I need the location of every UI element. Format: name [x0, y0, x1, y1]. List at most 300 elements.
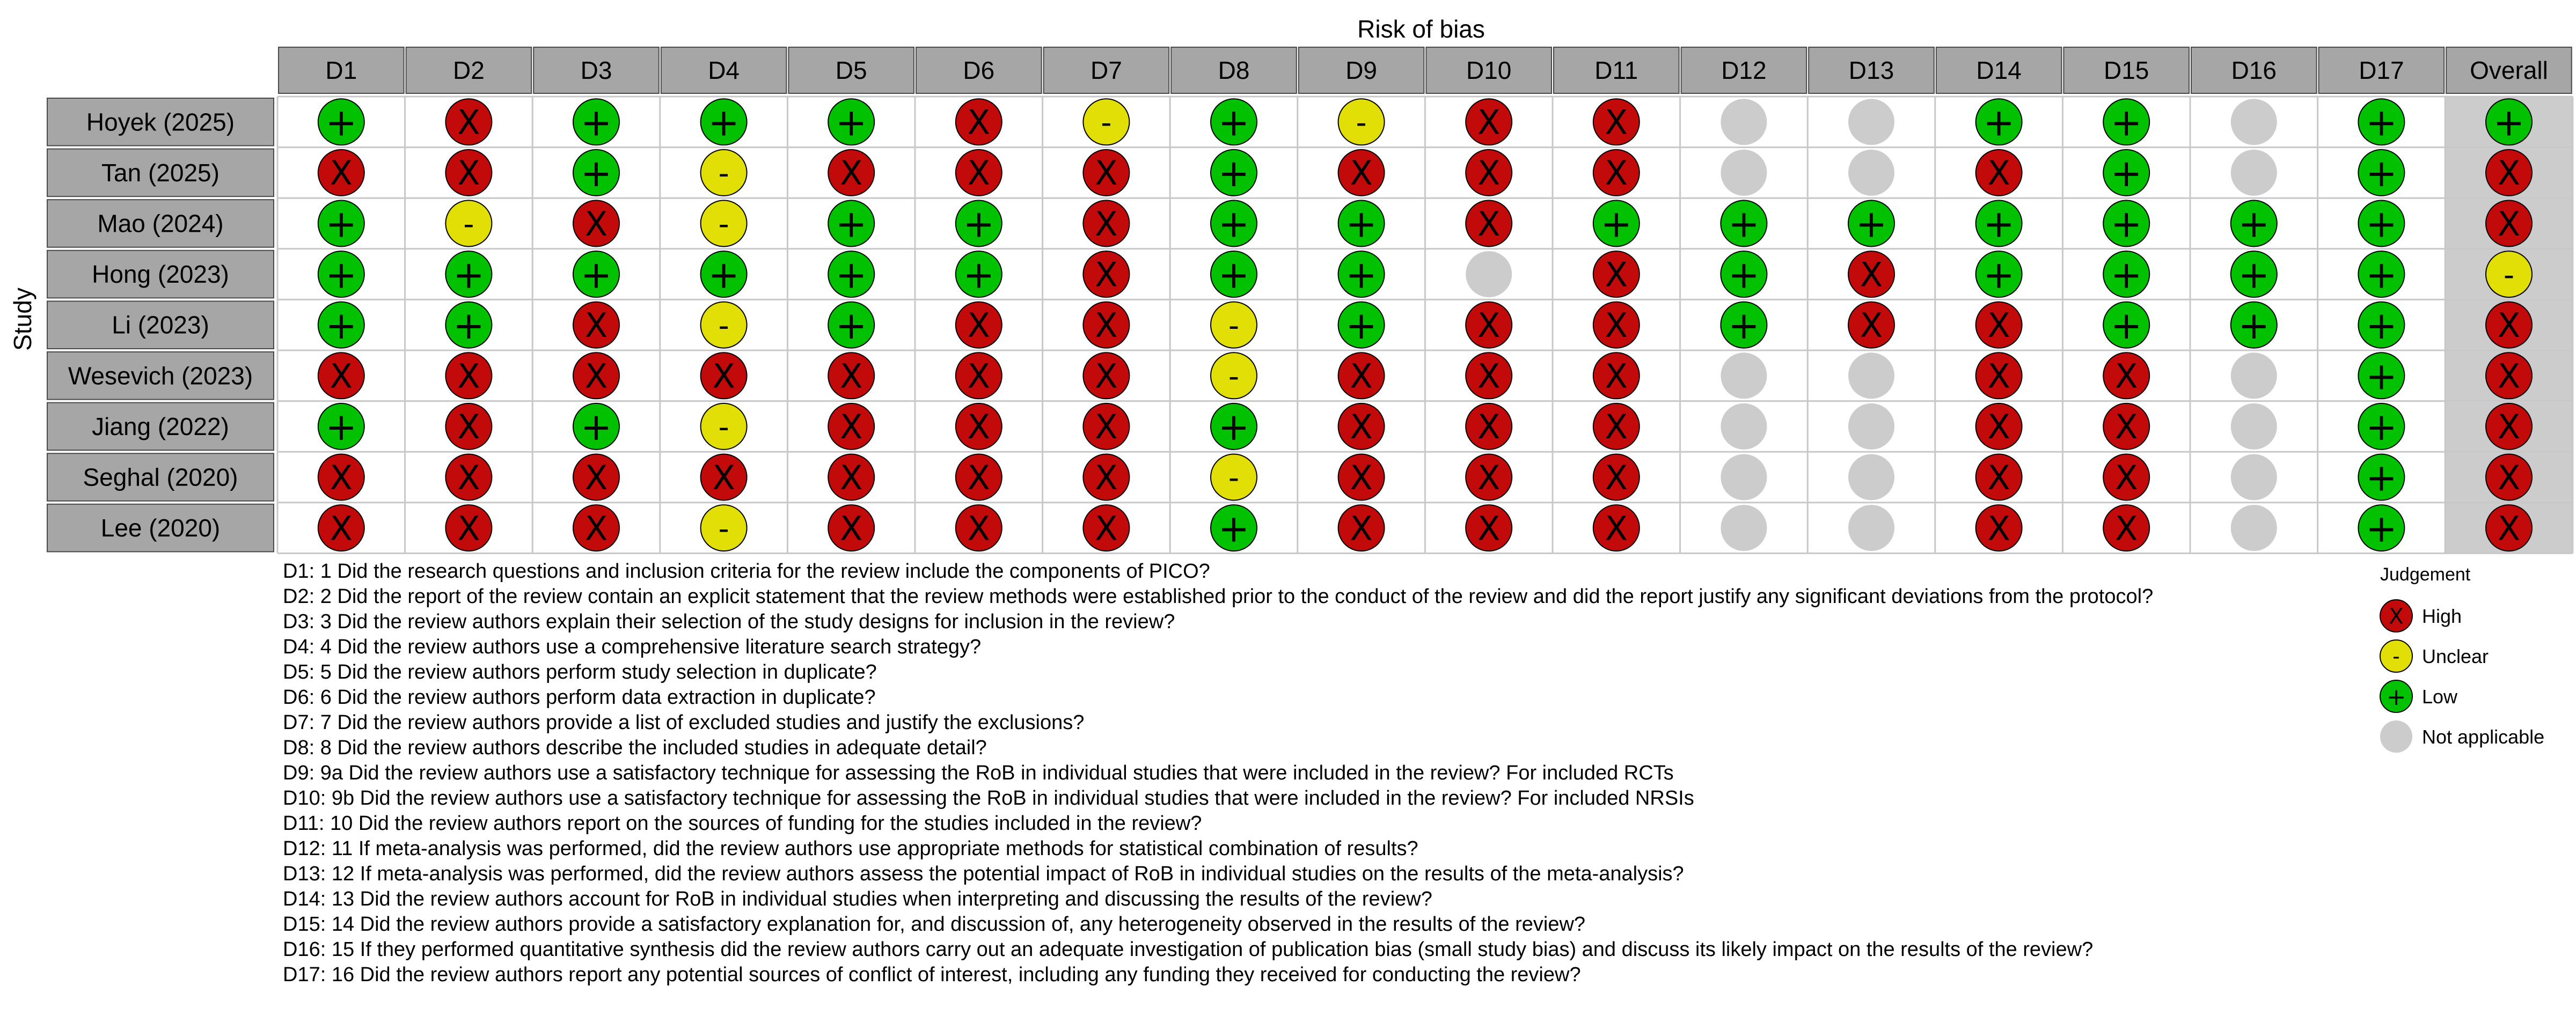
judgement-symbol: X	[2497, 407, 2521, 447]
column-header-label: D16	[2231, 56, 2277, 84]
judgement-symbol: +	[325, 253, 357, 297]
cell-mao-2024-d9-low	[1338, 201, 1385, 247]
cell-li-2023-d4-unclear	[701, 302, 747, 348]
cell-mao-2024-d8-low	[1211, 201, 1257, 247]
judgement-symbol: +	[453, 253, 485, 297]
judgement-symbol: X	[712, 458, 735, 497]
judgement-symbol: +	[2366, 303, 2397, 348]
column-header-label: D15	[2104, 56, 2149, 84]
cell-seghal-2020-d14-high	[1976, 454, 2022, 501]
column-header-label: D11	[1594, 56, 1638, 84]
cell-jiang-2022-d13-not-applicable	[1848, 403, 1894, 450]
judgement-symbol: X	[457, 356, 480, 396]
column-headers	[279, 47, 2572, 93]
judgement-symbol: +	[1345, 202, 1377, 246]
judgement-symbol: X	[1605, 356, 1628, 396]
cell-lee-2020-d3-high	[573, 505, 619, 551]
cell-jiang-2022-d4-unclear	[701, 403, 747, 450]
cell-li-2023-d5-low	[828, 302, 874, 348]
column-header-label: D3	[580, 56, 612, 84]
judgement-symbol: +	[1218, 253, 1250, 297]
column-header-label: D13	[1848, 56, 1894, 84]
cell-seghal-2020-d12-not-applicable	[1721, 454, 1767, 501]
column-header-label: D8	[1218, 56, 1250, 84]
cell-hong-2023-d11-high	[1593, 251, 1640, 297]
cell-hoyek-2025-d14-low	[1976, 99, 2022, 145]
judgement-symbol: X	[584, 356, 608, 396]
cell-hong-2023-d13-high	[1848, 251, 1894, 297]
cell-seghal-2020-d8-unclear	[1211, 454, 1257, 501]
cell-li-2023-d3-high	[573, 302, 619, 348]
cell-li-2023-d15-low	[2103, 302, 2149, 348]
judgement-marker	[2231, 505, 2277, 551]
legend-label: Low	[2422, 686, 2458, 708]
column-header-label: D4	[708, 56, 740, 84]
judgement-symbol: +	[2110, 253, 2142, 297]
cell-jiang-2022-d2-high	[445, 403, 492, 450]
judgement-symbol: X	[330, 458, 353, 497]
judgement-symbol: X	[967, 153, 991, 193]
cell-seghal-2020-d9-high	[1338, 454, 1385, 501]
judgement-symbol: +	[2238, 303, 2270, 348]
cell-wesevich-2023-d13-not-applicable	[1848, 352, 1894, 399]
cell-jiang-2022-d3-low	[573, 403, 619, 450]
cell-hong-2023-d15-low	[2103, 251, 2149, 297]
judgement-symbol: +	[580, 405, 612, 450]
judgement-symbol: X	[1477, 102, 1501, 142]
cell-tan-2025-overall-high	[2486, 150, 2532, 196]
cell-tan-2025-d16-not-applicable	[2231, 150, 2277, 196]
cell-mao-2024-d6-low	[956, 201, 1002, 247]
judgement-marker	[2231, 352, 2277, 399]
judgement-symbol: X	[1095, 306, 1118, 345]
footnote-d17: D17: 16 Did the review authors report any potential sources of conflict of interest, including any funding they received for conducting the review?	[283, 963, 1581, 986]
cell-li-2023-d7-high	[1083, 302, 1129, 348]
judgement-symbol: +	[2366, 506, 2397, 551]
judgement-symbol: X	[457, 407, 480, 447]
judgement-symbol: X	[2114, 356, 2138, 396]
judgement-marker	[1848, 505, 1894, 551]
judgement-symbol: X	[584, 306, 608, 345]
judgement-marker	[1848, 99, 1894, 145]
cell-wesevich-2023-d6-high	[956, 352, 1002, 399]
legend-label: Unclear	[2422, 645, 2489, 667]
cell-lee-2020-d15-high	[2103, 505, 2149, 551]
cell-hoyek-2025-d17-low	[2358, 99, 2404, 145]
judgement-symbol: X	[1477, 509, 1501, 548]
judgement-symbol: +	[580, 100, 612, 145]
cell-wesevich-2023-d3-high	[573, 352, 619, 399]
judgement-symbol: X	[839, 509, 863, 548]
cell-mao-2024-d11-low	[1593, 201, 1640, 247]
cell-hoyek-2025-d3-low	[573, 99, 619, 145]
judgement-symbol: +	[835, 303, 867, 348]
judgement-symbol: +	[580, 151, 612, 196]
cell-tan-2025-d2-high	[445, 150, 492, 196]
judgement-symbol: X	[1605, 509, 1628, 548]
judgement-symbol: +	[1218, 405, 1250, 450]
cell-hong-2023-d8-low	[1211, 251, 1257, 297]
column-header-label: Overall	[2470, 56, 2548, 84]
cell-li-2023-d12-low	[1721, 302, 1767, 348]
judgement-symbol: +	[2110, 202, 2142, 246]
footnote-d4: D4: 4 Did the review authors use a comprehensive literature search strategy?	[283, 636, 982, 658]
row-headers	[47, 98, 274, 551]
judgement-symbol: +	[1600, 202, 1633, 246]
cell-hong-2023-d16-low	[2231, 251, 2277, 297]
cell-mao-2024-d16-low	[2231, 201, 2277, 247]
judgement-symbol: X	[1095, 204, 1118, 244]
cell-lee-2020-overall-high	[2486, 505, 2532, 551]
judgement-symbol: +	[2366, 455, 2397, 500]
cell-hong-2023-d9-low	[1338, 251, 1385, 297]
judgement-symbol: +	[1983, 202, 2015, 246]
judgement-symbol: X	[2114, 458, 2138, 497]
cell-li-2023-d17-low	[2358, 302, 2404, 348]
cell-lee-2020-d8-low	[1211, 505, 1257, 551]
cell-lee-2020-d9-high	[1338, 505, 1385, 551]
cell-seghal-2020-d13-not-applicable	[1848, 454, 1894, 501]
cell-hoyek-2025-d16-not-applicable	[2231, 99, 2277, 145]
judgement-symbol: X	[1860, 306, 1883, 345]
cell-jiang-2022-d7-high	[1083, 403, 1129, 450]
cell-jiang-2022-d16-not-applicable	[2231, 403, 2277, 450]
judgement-symbol: -	[718, 207, 729, 242]
judgement-symbol: X	[584, 458, 608, 497]
legend-symbol: -	[2392, 644, 2400, 668]
judgement-symbol: +	[2366, 354, 2397, 399]
cell-wesevich-2023-d12-not-applicable	[1721, 352, 1767, 399]
cell-jiang-2022-d15-high	[2103, 403, 2149, 450]
cell-hoyek-2025-d7-unclear	[1083, 99, 1129, 145]
cell-hoyek-2025-d15-low	[2103, 99, 2149, 145]
cell-hong-2023-d4-low	[701, 251, 747, 297]
legend-label: High	[2422, 605, 2462, 627]
judgement-symbol: X	[2497, 458, 2521, 497]
cell-tan-2025-d10-high	[1466, 150, 1512, 196]
judgement-symbol: X	[967, 356, 991, 396]
cell-wesevich-2023-d1-high	[318, 352, 364, 399]
judgement-symbol: X	[330, 356, 353, 396]
judgement-symbol: +	[2366, 202, 2397, 246]
judgement-symbol: +	[2366, 405, 2397, 450]
judgement-marker	[2231, 454, 2277, 501]
cell-li-2023-d2-low	[445, 302, 492, 348]
cell-hong-2023-d1-low	[318, 251, 364, 297]
judgement-symbol: X	[967, 458, 991, 497]
cell-hong-2023-d3-low	[573, 251, 619, 297]
judgement-symbol: +	[963, 253, 995, 297]
judgement-symbol: X	[1350, 356, 1373, 396]
cell-lee-2020-d12-not-applicable	[1721, 505, 1767, 551]
cell-mao-2024-d14-low	[1976, 201, 2022, 247]
judgement-symbol: +	[708, 100, 740, 145]
judgement-symbol: X	[1605, 407, 1628, 447]
judgement-symbol: +	[1218, 202, 1250, 246]
cell-wesevich-2023-d10-high	[1466, 352, 1512, 399]
cell-jiang-2022-d1-low	[318, 403, 364, 450]
cell-li-2023-d6-high	[956, 302, 1002, 348]
judgement-symbol: X	[457, 102, 480, 142]
footnote-d16: D16: 15 If they performed quantitative synthesis did the review authors carry out an adequate investigation of publication bias (small study bias) and discuss its likely impact on the results of the review?	[283, 938, 2094, 961]
cell-hong-2023-d2-low	[445, 251, 492, 297]
cell-jiang-2022-d14-high	[1976, 403, 2022, 450]
cell-jiang-2022-d5-high	[828, 403, 874, 450]
column-header-label: D12	[1721, 56, 1767, 84]
cell-seghal-2020-d5-high	[828, 454, 874, 501]
judgement-symbol: X	[839, 153, 863, 193]
judgement-marker	[1721, 352, 1767, 399]
judgement-symbol: X	[1987, 356, 2010, 396]
cell-lee-2020-d5-high	[828, 505, 874, 551]
judgement-symbol: +	[453, 303, 485, 348]
cell-mao-2024-d7-high	[1083, 201, 1129, 247]
footnote-d15: D15: 14 Did the review authors provide a satisfactory explanation for, and discussion of, any heterogeneity observed in the results of the review?	[283, 913, 1586, 936]
cell-hoyek-2025-d2-high	[445, 99, 492, 145]
judgement-symbol: +	[2238, 253, 2270, 297]
footnote-d14: D14: 13 Did the review authors account for RoB in individual studies when interpreting and discussing the results of the review?	[283, 888, 1432, 910]
judgement-symbol: +	[1855, 202, 1887, 246]
cell-hong-2023-d17-low	[2358, 251, 2404, 297]
judgement-symbol: -	[463, 207, 474, 242]
cell-jiang-2022-d9-high	[1338, 403, 1385, 450]
cell-hoyek-2025-d9-unclear	[1338, 99, 1385, 145]
legend-label: Not applicable	[2422, 726, 2545, 748]
judgement-symbol: X	[1477, 458, 1501, 497]
cell-mao-2024-d2-unclear	[445, 201, 492, 247]
study-label: Li (2023)	[112, 311, 209, 339]
judgement-symbol: X	[1477, 356, 1501, 396]
cell-tan-2025-d11-high	[1593, 150, 1640, 196]
judgement-symbol: +	[835, 253, 867, 297]
judgement-symbol: X	[1987, 407, 2010, 447]
study-label: Tan (2025)	[101, 158, 219, 187]
cell-wesevich-2023-d14-high	[1976, 352, 2022, 399]
judgement-symbol: +	[963, 202, 995, 246]
column-header-label: D2	[452, 56, 485, 84]
cell-lee-2020-d10-high	[1466, 505, 1512, 551]
column-header-label: D7	[1090, 56, 1122, 84]
judgement-symbol: X	[2497, 204, 2521, 244]
judgement-symbol: X	[839, 407, 863, 447]
judgement-symbol: -	[718, 511, 729, 547]
cell-lee-2020-d2-high	[445, 505, 492, 551]
judgement-symbol: X	[1605, 306, 1628, 345]
judgement-symbol: X	[457, 458, 480, 497]
cell-hong-2023-overall-unclear	[2486, 251, 2532, 297]
cell-hoyek-2025-d5-low	[828, 99, 874, 145]
judgement-symbol: X	[1095, 356, 1118, 396]
cell-mao-2024-d5-low	[828, 201, 874, 247]
judgement-symbol: +	[1345, 303, 1377, 348]
cell-seghal-2020-d2-high	[445, 454, 492, 501]
judgement-symbol: X	[1350, 153, 1373, 193]
footnote-d5: D5: 5 Did the review authors perform study selection in duplicate?	[283, 661, 877, 683]
judgement-symbol: X	[2497, 153, 2521, 193]
footnote-d13: D13: 12 If meta-analysis was performed, did the review authors assess the potential impact of RoB in individual studies on the results of the meta-analysis?	[283, 863, 1684, 885]
study-label: Lee (2020)	[100, 514, 221, 542]
cell-wesevich-2023-d4-high	[701, 352, 747, 399]
judgement-symbol: X	[1477, 407, 1501, 447]
judgement-symbol: +	[1728, 303, 1760, 348]
judgement-symbol: +	[580, 253, 612, 297]
cell-tan-2025-d8-low	[1211, 150, 1257, 196]
column-header-label: D5	[835, 56, 867, 84]
cell-hong-2023-d5-low	[828, 251, 874, 297]
cell-hoyek-2025-d6-high	[956, 99, 1002, 145]
cell-wesevich-2023-d8-unclear	[1211, 352, 1257, 399]
cell-hoyek-2025-d12-not-applicable	[1721, 99, 1767, 145]
cell-jiang-2022-overall-high	[2486, 403, 2532, 450]
cell-lee-2020-d17-low	[2358, 505, 2404, 551]
judgement-symbol: X	[2497, 356, 2521, 396]
judgement-symbol: X	[1987, 509, 2010, 548]
judgement-symbol: +	[2110, 303, 2142, 348]
cell-wesevich-2023-d2-high	[445, 352, 492, 399]
judgement-marker	[1848, 403, 1894, 450]
judgement-marker	[1721, 99, 1767, 145]
judgement-symbol: X	[839, 356, 863, 396]
judgement-symbol: +	[325, 303, 357, 348]
judgement-symbol: +	[2110, 100, 2142, 145]
cell-tan-2025-d3-low	[573, 150, 619, 196]
judgement-symbol: +	[835, 202, 867, 246]
cell-wesevich-2023-d9-high	[1338, 352, 1385, 399]
cell-tan-2025-d1-high	[318, 150, 364, 196]
cell-lee-2020-d13-not-applicable	[1848, 505, 1894, 551]
judgement-marker	[1848, 352, 1894, 399]
judgement-symbol: +	[1983, 253, 2015, 297]
judgement-symbol: +	[1345, 253, 1377, 297]
footnote-d10: D10: 9b Did the review authors use a satisfactory technique for assessing the RoB in individual studies that were included in the review? For included NRSIs	[283, 787, 1694, 810]
cell-li-2023-d1-low	[318, 302, 364, 348]
judgement-symbol: X	[1477, 204, 1501, 244]
judgement-symbol: X	[1350, 407, 1373, 447]
judgement-symbol: +	[325, 100, 357, 145]
judgement-marker	[1848, 150, 1894, 196]
cell-hong-2023-d6-low	[956, 251, 1002, 297]
cell-seghal-2020-d4-high	[701, 454, 747, 501]
judgement-symbol: -	[2503, 258, 2515, 293]
legend-symbol: X	[2389, 604, 2404, 629]
judgement-symbol: +	[2366, 253, 2397, 297]
footnote-d7: D7: 7 Did the review authors provide a list of excluded studies and justify the exclusions?	[283, 711, 1085, 734]
judgement-symbol: X	[1860, 255, 1883, 295]
judgement-symbol: +	[2110, 151, 2142, 196]
judgement-symbol: X	[2114, 509, 2138, 548]
judgement-symbol: +	[835, 100, 867, 145]
cell-mao-2024-d4-unclear	[701, 201, 747, 247]
cell-tan-2025-d15-low	[2103, 150, 2149, 196]
cell-lee-2020-d4-unclear	[701, 505, 747, 551]
cell-jiang-2022-d10-high	[1466, 403, 1512, 450]
judgement-symbol: X	[967, 509, 991, 548]
column-header-label: D14	[1976, 56, 2022, 84]
cell-hoyek-2025-d11-high	[1593, 99, 1640, 145]
cell-seghal-2020-d7-high	[1083, 454, 1129, 501]
footnote-d12: D12: 11 If meta-analysis was performed, did the review authors use appropriate methods for statistical combination of results?	[283, 837, 1418, 860]
cell-wesevich-2023-d11-high	[1593, 352, 1640, 399]
cell-seghal-2020-d10-high	[1466, 454, 1512, 501]
judgement-symbol: X	[2497, 509, 2521, 548]
judgement-symbol: X	[1477, 306, 1501, 345]
cell-hong-2023-d7-high	[1083, 251, 1129, 297]
footnote-d11: D11: 10 Did the review authors report on the sources of funding for the studies included in the review?	[283, 812, 1202, 835]
cell-seghal-2020-d15-high	[2103, 454, 2149, 501]
cell-tan-2025-d13-not-applicable	[1848, 150, 1894, 196]
judgement-symbol: X	[1605, 458, 1628, 497]
judgement-symbol: X	[839, 458, 863, 497]
judgement-symbol: +	[1983, 100, 2015, 145]
cell-jiang-2022-d11-high	[1593, 403, 1640, 450]
study-label: Wesevich (2023)	[68, 362, 253, 390]
cell-li-2023-overall-high	[2486, 302, 2532, 348]
footnote-d2: D2: 2 Did the report of the review contain an explicit statement that the review methods were established prior to the conduct of the review and did the report justify any significant deviations from the protocol?	[283, 585, 2154, 608]
cell-tan-2025-d14-high	[1976, 150, 2022, 196]
cell-tan-2025-d7-high	[1083, 150, 1129, 196]
judgement-symbol: -	[1228, 460, 1240, 496]
cell-seghal-2020-d11-high	[1593, 454, 1640, 501]
study-label: Jiang (2022)	[92, 412, 229, 440]
judgement-symbol: X	[584, 509, 608, 548]
cell-li-2023-d16-low	[2231, 302, 2277, 348]
column-header-label: D1	[325, 56, 357, 84]
cell-lee-2020-d11-high	[1593, 505, 1640, 551]
cell-hoyek-2025-d4-low	[701, 99, 747, 145]
study-label: Mao (2024)	[97, 209, 224, 238]
cell-tan-2025-d5-high	[828, 150, 874, 196]
study-label: Hong (2023)	[92, 260, 229, 289]
cell-li-2023-d11-high	[1593, 302, 1640, 348]
cell-seghal-2020-d3-high	[573, 454, 619, 501]
cell-hong-2023-d14-low	[1976, 251, 2022, 297]
judgement-symbol: X	[1987, 153, 2010, 193]
y-axis-label: Study	[9, 288, 36, 351]
judgement-symbol: X	[712, 356, 735, 396]
cell-wesevich-2023-overall-high	[2486, 352, 2532, 399]
domain-footnotes	[283, 559, 2564, 988]
cell-seghal-2020-d6-high	[956, 454, 1002, 501]
judgement-symbol: +	[2366, 151, 2397, 196]
cell-wesevich-2023-d15-high	[2103, 352, 2149, 399]
cell-jiang-2022-d17-low	[2358, 403, 2404, 450]
judgement-symbol: +	[2366, 100, 2397, 145]
footnote-d9: D9: 9a Did the review authors use a satisfactory technique for assessing the RoB in individual studies that were included in the review? For included RCTs	[283, 762, 1674, 784]
cell-wesevich-2023-d7-high	[1083, 352, 1129, 399]
cell-li-2023-d14-high	[1976, 302, 2022, 348]
judgement-symbol: -	[718, 308, 729, 343]
cell-tan-2025-d12-not-applicable	[1721, 150, 1767, 196]
cell-jiang-2022-d6-high	[956, 403, 1002, 450]
judgement-symbol: +	[1728, 202, 1760, 246]
cell-lee-2020-d7-high	[1083, 505, 1129, 551]
cell-hoyek-2025-d1-low	[318, 99, 364, 145]
cell-mao-2024-d3-high	[573, 201, 619, 247]
judgement-marker	[1466, 251, 1512, 297]
cell-seghal-2020-d1-high	[318, 454, 364, 501]
cell-tan-2025-d9-high	[1338, 150, 1385, 196]
cell-lee-2020-d1-high	[318, 505, 364, 551]
cell-tan-2025-d17-low	[2358, 150, 2404, 196]
judgement-symbol: X	[1987, 306, 2010, 345]
cell-mao-2024-d13-low	[1848, 201, 1894, 247]
column-header-label: D17	[2359, 56, 2404, 84]
judgement-symbol: X	[1987, 458, 2010, 497]
cell-mao-2024-d17-low	[2358, 201, 2404, 247]
judgement-symbol: +	[2238, 202, 2270, 246]
judgement-marker	[1721, 505, 1767, 551]
cell-hong-2023-d10-not-applicable	[1466, 251, 1512, 297]
